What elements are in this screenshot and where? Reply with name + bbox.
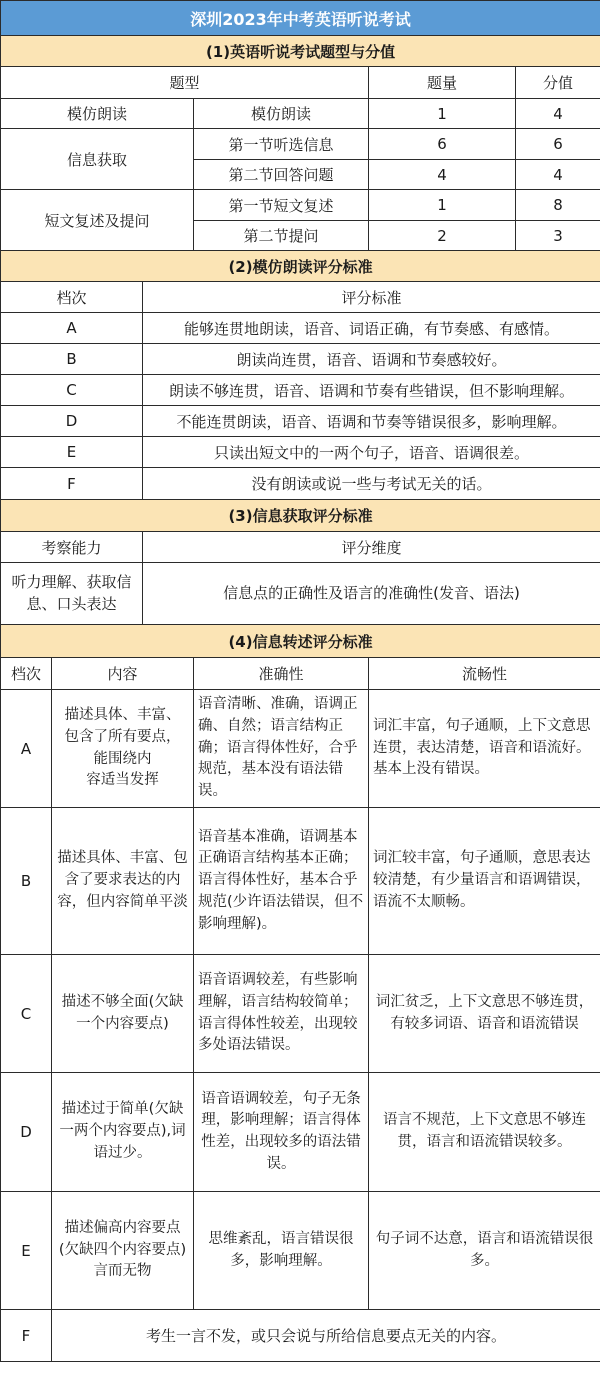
count-cell: 1 <box>369 99 516 129</box>
header-accuracy: 准确性 <box>194 658 369 690</box>
content-cell: 描述具体、丰富、包含了要求表达的内容，但内容简单平淡 <box>52 808 194 955</box>
grade-cell: B <box>1 808 52 955</box>
count-cell: 4 <box>369 160 516 190</box>
grade-cell: B <box>1 344 143 375</box>
header-score: 分值 <box>516 67 600 99</box>
section1-heading: (1)英语听说考试题型与分值 <box>1 36 600 67</box>
count-cell: 6 <box>369 129 516 160</box>
count-cell: 2 <box>369 221 516 251</box>
header-type: 题型 <box>1 67 369 99</box>
grade-cell: A <box>1 313 143 344</box>
criteria-cell: 能够连贯地朗读，语音、词语正确，有节奏感、有感情。 <box>143 313 600 344</box>
fluency-cell: 语言不规范，上下文意思不够连贯，语言和语流错误较多。 <box>369 1073 600 1192</box>
fluency-cell: 词汇贫乏，上下文意思不够连贯，有较多词语、语音和语流错误 <box>369 955 600 1073</box>
section3-heading: (3)信息获取评分标准 <box>1 500 600 532</box>
section2-heading: (2)模仿朗读评分标准 <box>1 251 600 282</box>
score-cell: 6 <box>516 129 600 160</box>
grade-cell: F <box>1 468 143 500</box>
category-cell: 短文复述及提问 <box>1 190 194 251</box>
subtype-cell: 第二节提问 <box>194 221 369 251</box>
score-cell: 8 <box>516 190 600 221</box>
grade-cell: E <box>1 437 143 468</box>
accuracy-cell: 语音语调较差，句子无条理，影响理解；语言得体性差，出现较多的语法错误。 <box>194 1073 369 1192</box>
header-fluency: 流畅性 <box>369 658 600 690</box>
category-cell: 信息获取 <box>1 129 194 190</box>
content-cell: 描述具体、丰富、 包含了所有要点， 能围绕内 容适当发挥 <box>52 690 194 808</box>
criteria-cell: 朗读不够连贯，语音、语调和节奏有些错误，但不影响理解。 <box>143 375 600 406</box>
subtype-cell: 第二节回答问题 <box>194 160 369 190</box>
accuracy-cell: 语音清晰、准确，语调正确、自然；语言结构正确；语言得体性好，合乎规范，基本没有语法错误。 <box>194 690 369 808</box>
accuracy-cell: 语音基本准确，语调基本正确语言结构基本正确；语言得体性好，基本合乎规范(少许语法错误，但不影响理解)。 <box>194 808 369 955</box>
accuracy-cell: 思维紊乱，语言错误很多，影响理解。 <box>194 1192 369 1310</box>
header-count: 题量 <box>369 67 516 99</box>
grade-cell: D <box>1 1073 52 1192</box>
fluency-cell: 词汇较丰富，句子通顺，意思表达较清楚，有少量语言和语调错误，语流不太顺畅。 <box>369 808 600 955</box>
accuracy-cell: 语音语调较差，有些影响理解，语言结构较简单；语言得体性较差，出现较多处语法错误。 <box>194 955 369 1073</box>
score-cell: 4 <box>516 160 600 190</box>
header-dimension: 评分维度 <box>143 532 600 563</box>
grade-cell: C <box>1 375 143 406</box>
category-cell: 模仿朗读 <box>1 99 194 129</box>
subtype-cell: 第一节短文复述 <box>194 190 369 221</box>
header-grade: 档次 <box>1 658 52 690</box>
header-grade: 档次 <box>1 282 143 313</box>
score-cell: 4 <box>516 99 600 129</box>
criteria-cell: 不能连贯朗读，语音、语调和节奏等错误很多，影响理解。 <box>143 406 600 437</box>
grade-cell: F <box>1 1310 52 1362</box>
header-criteria: 评分标准 <box>143 282 600 313</box>
header-ability: 考察能力 <box>1 532 143 563</box>
criteria-cell: 朗读尚连贯，语音、语调和节奏感较好。 <box>143 344 600 375</box>
dimension-cell: 信息点的正确性及语言的准确性(发音、语法) <box>143 563 600 625</box>
ability-cell: 听力理解、获取信息、口头表达 <box>1 563 143 625</box>
section4-heading: (4)信息转述评分标准 <box>1 625 600 658</box>
subtype-cell: 第一节听选信息 <box>194 129 369 160</box>
score-cell: 3 <box>516 221 600 251</box>
content-cell: 描述过于简单(欠缺一两个内容要点),词语过少。 <box>52 1073 194 1192</box>
criteria-cell: 只读出短文中的一两个句子，语音、语调很差。 <box>143 437 600 468</box>
fluency-cell: 词汇丰富，句子通顺，上下文意思连贯，表达清楚，语音和语流好。基本上没有错误。 <box>369 690 600 808</box>
count-cell: 1 <box>369 190 516 221</box>
header-content: 内容 <box>52 658 194 690</box>
subtype-cell: 模仿朗读 <box>194 99 369 129</box>
page-title: 深圳2023年中考英语听说考试 <box>1 1 600 36</box>
grade-cell: E <box>1 1192 52 1310</box>
grade-cell: A <box>1 690 52 808</box>
content-cell: 考生一言不发，或只会说与所给信息要点无关的内容。 <box>52 1310 600 1362</box>
criteria-cell: 没有朗读或说一些与考试无关的话。 <box>143 468 600 500</box>
fluency-cell: 句子词不达意，语言和语流错误很多。 <box>369 1192 600 1310</box>
grade-cell: D <box>1 406 143 437</box>
grade-cell: C <box>1 955 52 1073</box>
content-cell: 描述不够全面(欠缺一个内容要点) <box>52 955 194 1073</box>
content-cell: 描述偏高内容要点(欠缺四个内容要点)言而无物 <box>52 1192 194 1310</box>
